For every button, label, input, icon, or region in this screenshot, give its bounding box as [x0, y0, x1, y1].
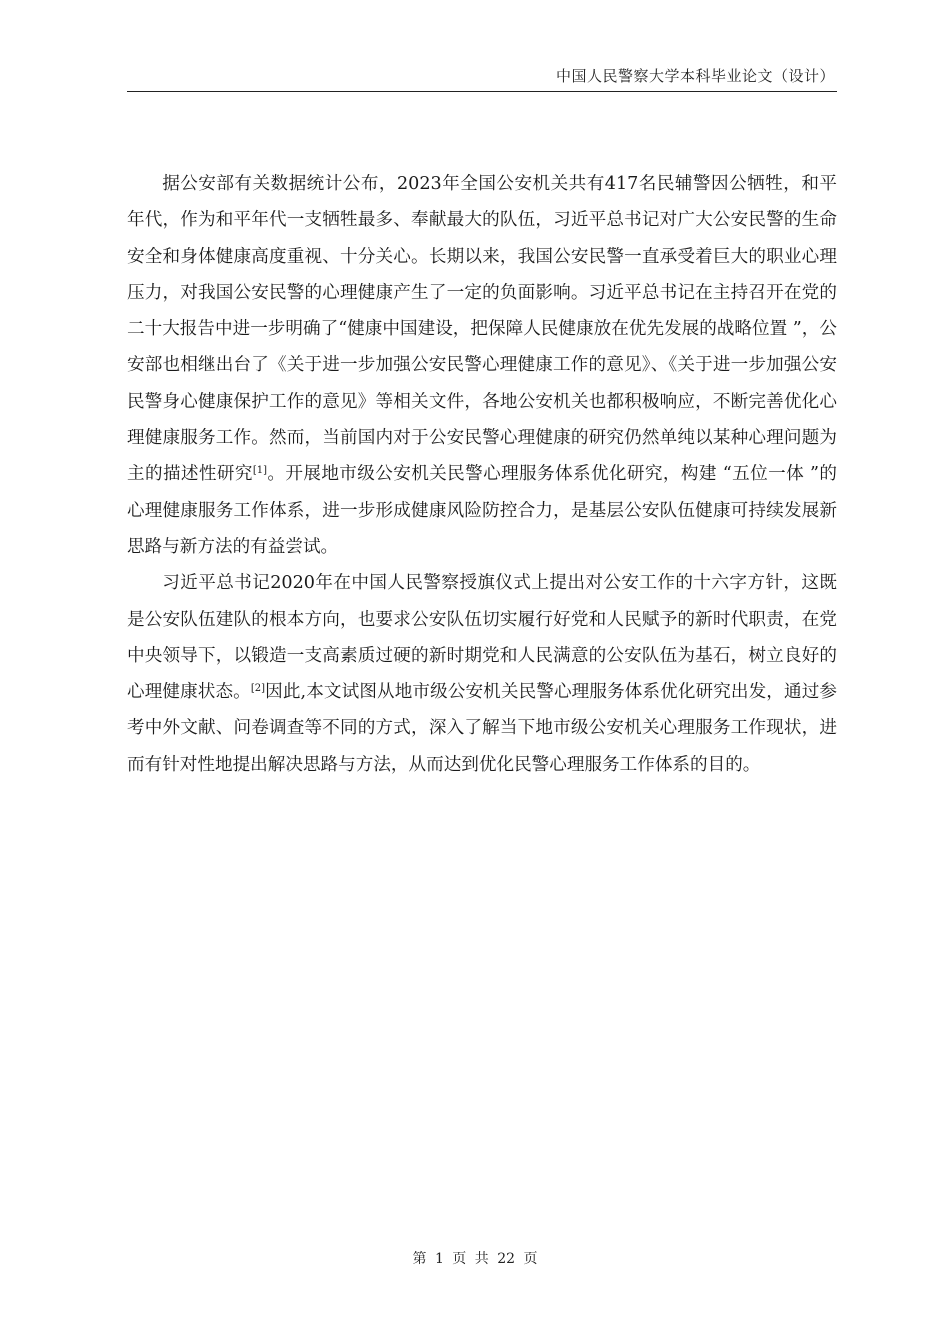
citation-2: [2] [250, 683, 266, 695]
paragraph-1 [127, 166, 837, 565]
body-text [127, 166, 837, 783]
paragraph-2-text-b: 因此,本文试图从地市级公安机关民警心理服务体系优化研究出发，通过参考中外文献、问卷调查等不同的方式，深入了解当下地市级公安机关心理服务工作现状，进而有针对性地提出解决思路与方法，从而达到优化民警心理服务工作体系的目的。 [127, 682, 837, 775]
paragraph-1-text-a: 据公安部有关数据统计公布，2023年全国公安机关共有417名民辅警因公牺牲，和平年代，作为和平年代一支牺牲最多、奉献最大的队伍，习近平总书记对广大公安民警的生命安全和身体健康高度重视、十分关心。长期以来，我国公安民警一直承受着巨大的职业心理压力，对我国公安民警的心理健康产生了一定的负面影响。习近平总书记在主持召开在党的二十大报告中进一步明确了“健康中国建设，把保障人民健康放在优先发展的战略位置 ”，公安部也相继出台了《关于进一步加强公安民警心理健康工作的意见》、《关于进一步加强公安民警身心健康保护工作的意见》等相关文件，各地公安机关也都积极响应，不断完善优化心理健康服务工作。然而，当前国内对于公安民警心理健康的研究仍然单纯以某种心理问题为主的描述性研究 [127, 174, 837, 485]
paragraph-2-text-a: 习近平总书记2020年在中国人民警察授旗仪式上提出对公安工作的十六字方针，这既是公安队伍建队的根本方向，也要求公安队伍切实履行好党和人民赋予的新时代职责，在党中央领导下，以锻造一支高素质过硬的新时期党和人民满意的公安队伍为基石，树立良好的心理健康状态。 [127, 573, 837, 703]
citation-1: [1] [252, 465, 268, 477]
header-divider [127, 91, 837, 92]
page-number: 第 1 页 共 22 页 [412, 1251, 538, 1267]
paragraph-1-text-b: 。开展地市级公安机关民警心理服务体系优化研究，构建 “五位一体 ”的心理健康服务工作体系，进一步形成健康风险防控合力，是基层公安队伍健康可持续发展新思路与新方法的有益尝试。 [127, 464, 837, 557]
paragraph-2 [127, 565, 837, 783]
running-header: 中国人民警察大学本科毕业论文（设计） [555, 67, 835, 85]
